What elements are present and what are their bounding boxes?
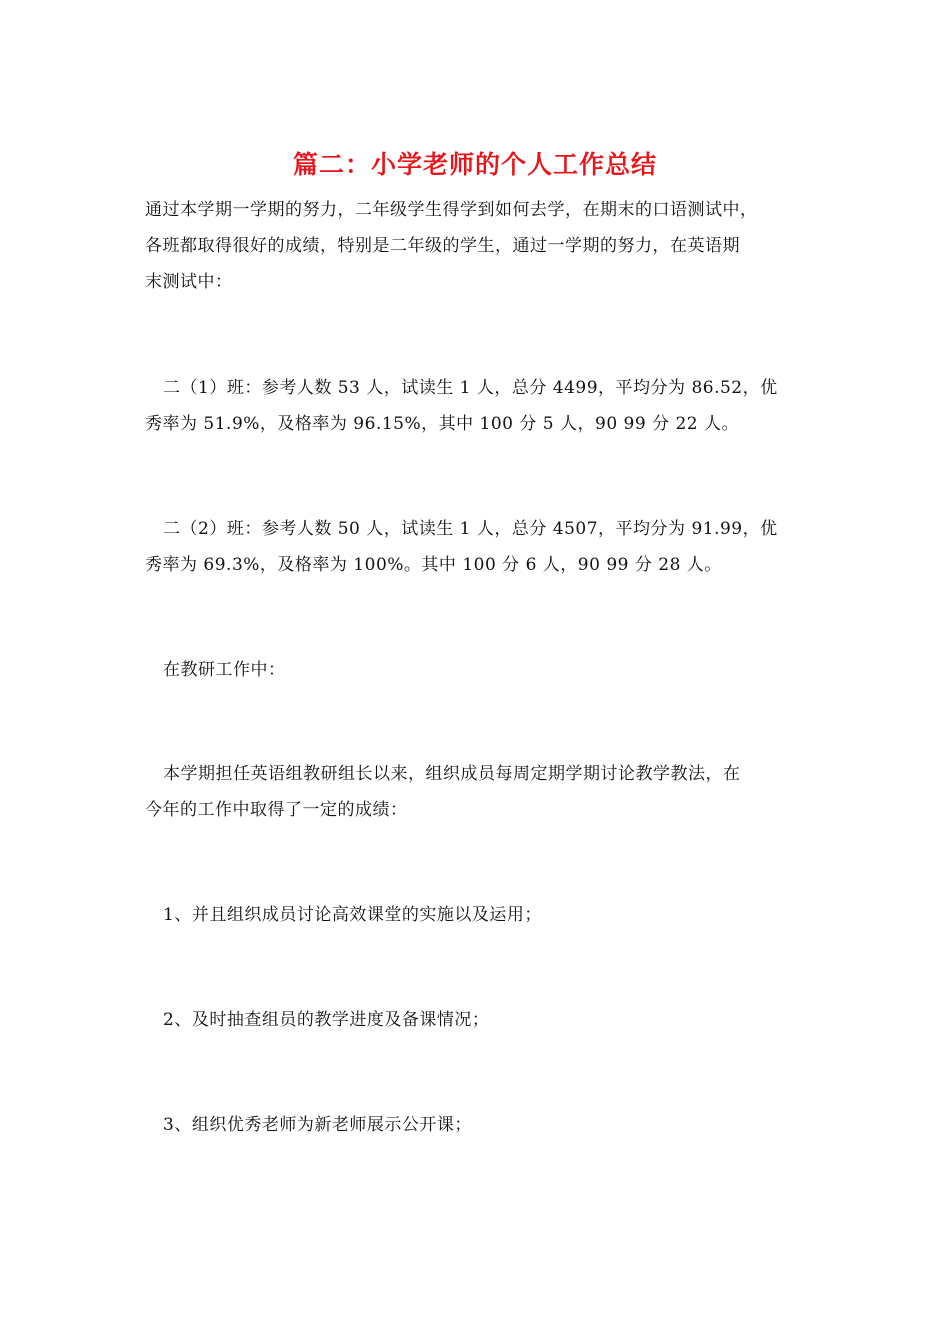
research-intro-line: 本学期担任英语组教研组长以来，组织成员每周定期学期讨论教学教法，在 (163, 764, 741, 784)
research-intro-paragraph (145, 756, 805, 828)
research-heading (145, 652, 805, 688)
list-item-text: 2、及时抽查组员的教学进度及备课情况； (163, 1010, 490, 1030)
class2-line: 二（2）班：参考人数 50 人，试读生 1 人，总分 4507，平均分为 91.99，优 (163, 519, 778, 539)
intro-line: 末测试中： (145, 272, 233, 292)
class1-paragraph (145, 370, 805, 442)
document-title: 篇二：小学老师的个人工作总结 (292, 150, 657, 179)
class1-line: 秀率为 51.9%，及格率为 96.15%，其中 100 分 5 人，90 99 分 22 人。 (145, 414, 740, 434)
list-item-2 (145, 1002, 805, 1038)
research-intro-line: 今年的工作中取得了一定的成绩： (145, 800, 408, 820)
intro-line: 各班都取得很好的成绩，特别是二年级的学生，通过一学期的努力，在英语期 (145, 236, 740, 256)
list-item-3 (145, 1107, 805, 1143)
class2-line: 秀率为 69.3%，及格率为 100%。其中 100 分 6 人，90 99 分 28 人。 (145, 555, 722, 575)
intro-line: 通过本学期一学期的努力，二年级学生得学到如何去学，在期末的口语测试中， (145, 200, 758, 220)
class1-line: 二（1）班：参考人数 53 人，试读生 1 人，总分 4499，平均分为 86.52，优 (163, 378, 778, 398)
list-item-text: 3、组织优秀老师为新老师展示公开课； (163, 1115, 472, 1135)
research-heading-text: 在教研工作中： (163, 660, 286, 680)
class2-paragraph (145, 511, 805, 583)
list-item-text: 1、并且组织成员讨论高效课堂的实施以及运用； (163, 905, 542, 925)
list-item-1 (145, 897, 805, 933)
intro-paragraph (145, 192, 805, 300)
